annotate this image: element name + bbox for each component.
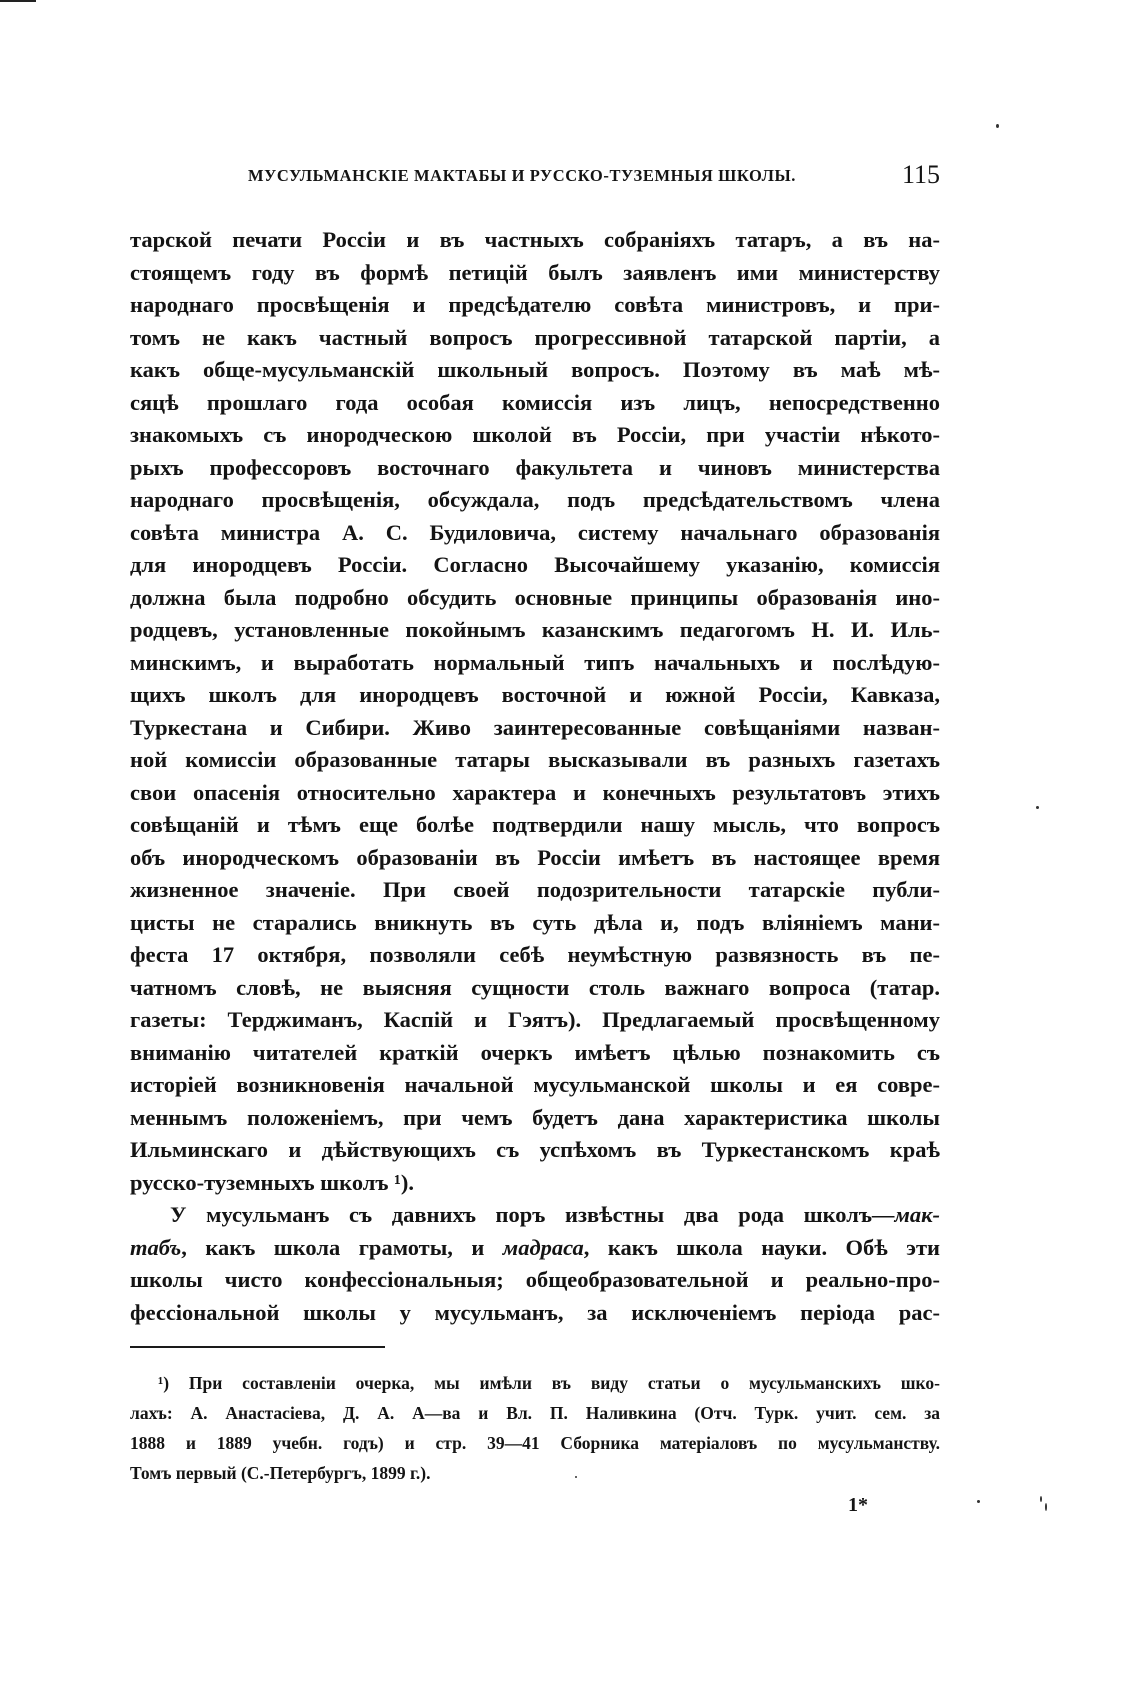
text-line: сяцѣ прошлаго года особая комиссія изъ лицъ, непосредственно xyxy=(130,389,940,415)
text-line: газеты: Терджиманъ, Каспій и Гэятъ). Предлагаемый просвѣщенному xyxy=(130,1007,940,1032)
text-line: минскимъ, и выработать нормальный типъ начальныхъ и послѣдую- xyxy=(130,649,940,675)
text-line: народнаго просвѣщенія, обсуждала, подъ предсѣдательствомъ члена xyxy=(130,487,940,512)
text-line: томъ не какъ частный вопросъ прогрессивной татарской партіи, а xyxy=(130,324,940,350)
paragraph2-line2-mid: , какъ школа грамоты, и xyxy=(181,1234,503,1260)
scan-speck xyxy=(996,124,999,128)
text-line: исторіей возникновенія начальной мусульманской школы и ея совре- xyxy=(130,1072,940,1097)
text-line: объ инородческомъ образованіи въ Россіи имѣетъ въ настоящее время xyxy=(130,844,940,870)
footnote-line: ¹) При составленіи очерка, мы имѣли въ виду статьи о мусульманскихъ шко- xyxy=(158,1373,940,1393)
page-number: 115 xyxy=(901,160,940,189)
footnote-line: 1888 и 1889 учебн. годъ) и стр. 39—41 Сборника матеріаловъ по мусульманству. xyxy=(130,1433,940,1453)
text-line: рыхъ профессоровъ восточнаго факультета и чиновъ министерства xyxy=(130,454,940,480)
text-line: какъ обще-мусульманскій школьный вопросъ. Поэтому въ маѣ мѣ- xyxy=(130,357,940,382)
text-line: фессіональной школы у мусульманъ, за исключеніемъ періода рас- xyxy=(130,1299,940,1325)
term-madrasa: мадраса xyxy=(502,1234,584,1260)
paragraph2-line2 xyxy=(130,1232,940,1265)
text-line: для инородцевъ Россіи. Согласно Высочайшему указанію, комиссія xyxy=(130,552,940,577)
scan-edge-mark xyxy=(0,0,36,2)
footnote-line: Томъ первый (С.-Петербургъ, 1899 г.). xyxy=(130,1463,431,1483)
footnote xyxy=(130,1368,940,1488)
text-line: Туркестана и Сибири. Живо заинтересованные совѣщаніями назван- xyxy=(130,714,940,740)
text-line: чатномъ словѣ, не выясняя сущности столь важнаго вопроса (татар. xyxy=(130,974,940,1000)
scan-speck xyxy=(1036,806,1039,809)
scan-speck xyxy=(1040,1496,1042,1502)
text-line: стоящемъ году въ формѣ петицій былъ заявленъ ими министерству xyxy=(130,259,940,285)
footnote-separator xyxy=(130,1346,385,1348)
text-line: свои опасенія относительно характера и конечныхъ результатовъ этихъ xyxy=(130,779,940,805)
text-line: русско-туземныхъ школъ ¹). xyxy=(130,1169,415,1195)
text-line: феста 17 октября, позволяли себѣ неумѣстную развязность въ пе- xyxy=(130,942,940,967)
main-text xyxy=(130,224,940,1329)
paragraph2-line1-text: У мусульманъ съ давнихъ поръ извѣстны два рода школъ— xyxy=(170,1202,895,1227)
text-line: ной комиссіи образованные татары высказывали въ разныхъ газетахъ xyxy=(130,747,940,772)
text-line: должна была подробно обсудить основные принципы образованія ино- xyxy=(130,584,940,610)
text-line: совѣщаній и тѣмъ еще болѣе подтвердили нашу мысль, что вопросъ xyxy=(130,812,940,837)
footnote-line: лахъ: А. Анастасіева, Д. А. А—ва и Вл. П. Наливкина (Отч. Турк. учит. сем. за xyxy=(130,1403,940,1423)
text-line: родцевъ, установленные покойнымъ казанскимъ педагогомъ Н. И. Иль- xyxy=(130,617,940,642)
scan-speck xyxy=(1045,1503,1047,1511)
text-line: народнаго просвѣщенія и предсѣдателю совѣта министровъ, и при- xyxy=(130,292,940,317)
term-maktab-part2: табъ xyxy=(130,1234,182,1260)
text-line: школы чисто конфессіональныя; общеобразовательной и реально-про- xyxy=(130,1267,940,1292)
text-line: тарской печати Россіи и въ частныхъ собраніяхъ татаръ, а въ на- xyxy=(130,227,940,252)
text-line: Ильминскаго и дѣйствующихъ съ успѣхомъ въ Туркестанскомъ краѣ xyxy=(130,1137,940,1162)
text-line: совѣта министра А. С. Будиловича, систему начальнаго образованія xyxy=(130,519,940,545)
signature-mark: 1* xyxy=(848,1494,868,1516)
text-line: жизненное значеніе. При своей подозрительности татарскіе публи- xyxy=(130,877,940,902)
term-maktab-part1: мак- xyxy=(894,1202,940,1227)
running-head xyxy=(248,160,940,196)
text-line: меннымъ положеніемъ, при чемъ будетъ дана характеристика школы xyxy=(130,1104,940,1130)
paragraph2-line2-end: , какъ школа науки. Обѣ эти xyxy=(583,1234,940,1260)
text-line: знакомыхъ съ инородческою школой въ Россіи, при участіи нѣкото- xyxy=(130,422,940,447)
text-line: цисты не старались вникнуть въ суть дѣла и, подъ вліяніемъ мани- xyxy=(130,909,940,935)
text-line: щихъ школъ для инородцевъ восточной и южной Россіи, Кавказа, xyxy=(130,682,940,707)
text-line: вниманію читателей краткій очеркъ имѣетъ цѣлью познакомить съ xyxy=(130,1039,940,1065)
paragraph2-line1 xyxy=(130,1199,940,1232)
scan-speck xyxy=(977,1500,980,1503)
scan-speck xyxy=(575,1476,577,1478)
running-title: МУСУЛЬМАНСКІЕ МАКТАБЫ И РУССКО-ТУЗЕМНЫЯ ШКОЛЫ. xyxy=(248,166,797,185)
